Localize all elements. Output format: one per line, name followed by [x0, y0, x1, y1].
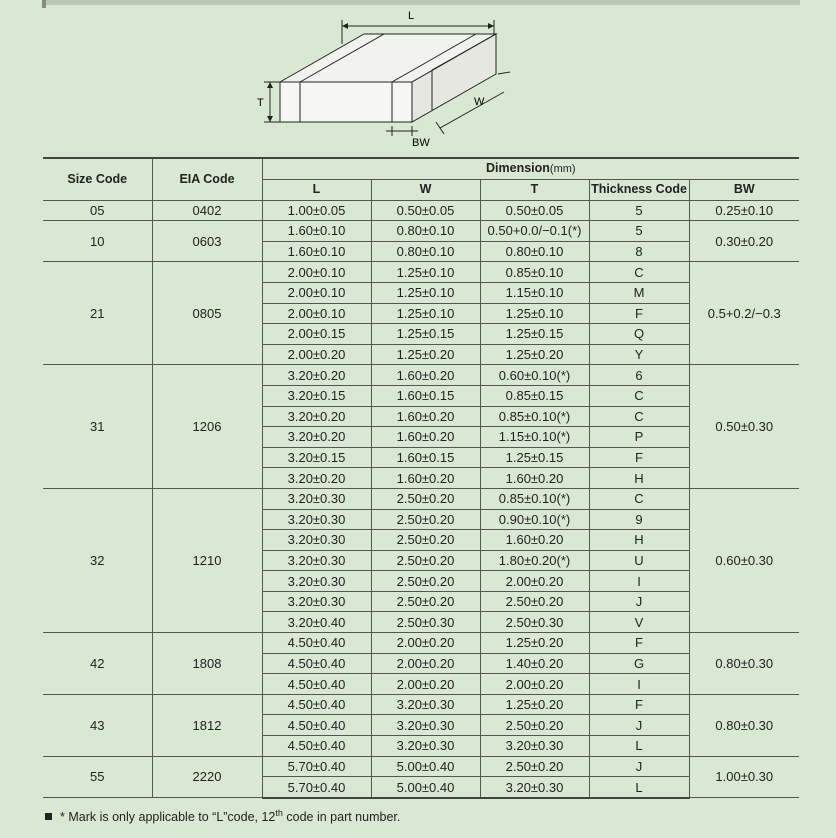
dim-w-cell: 5.00±0.40 — [371, 777, 480, 798]
size-code-cell: 55 — [43, 756, 152, 798]
label-bw: BW — [412, 137, 430, 149]
dim-t-cell: 2.00±0.20 — [480, 571, 589, 592]
dim-t-cell: 1.80±0.20(*) — [480, 550, 589, 571]
bw-cell: 0.5+0.2/−0.3 — [689, 262, 799, 365]
thickness-code-cell: J — [589, 715, 689, 736]
dim-l-cell: 2.00±0.20 — [262, 344, 371, 365]
header-l: L — [262, 180, 371, 201]
dim-w-cell: 1.25±0.10 — [371, 303, 480, 324]
top-rule-marker — [42, 0, 46, 8]
size-code-cell: 32 — [43, 488, 152, 632]
dim-w-cell: 1.25±0.15 — [371, 324, 480, 345]
dim-w-cell: 1.60±0.20 — [371, 365, 480, 386]
bw-cell: 0.80±0.30 — [689, 694, 799, 756]
dim-l-cell: 3.20±0.30 — [262, 488, 371, 509]
dim-t-cell: 1.15±0.10(*) — [480, 427, 589, 448]
dim-t-cell: 0.90±0.10(*) — [480, 509, 589, 530]
dim-w-cell: 2.50±0.30 — [371, 612, 480, 633]
bullet-square-icon — [45, 813, 52, 820]
header-size-code: Size Code — [43, 158, 152, 200]
dim-l-cell: 4.50±0.40 — [262, 674, 371, 695]
dimension-table-body — [43, 200, 799, 798]
dim-t-cell: 1.60±0.20 — [480, 530, 589, 551]
dim-w-cell: 2.50±0.20 — [371, 488, 480, 509]
thickness-code-cell: F — [589, 447, 689, 468]
thickness-code-cell: C — [589, 262, 689, 283]
dim-w-cell: 2.50±0.20 — [371, 571, 480, 592]
dim-t-cell: 0.50±0.05 — [480, 200, 589, 221]
dimension-table — [43, 157, 799, 799]
table-row — [43, 221, 799, 242]
thickness-code-cell: G — [589, 653, 689, 674]
thickness-code-cell: I — [589, 571, 689, 592]
dim-l-cell: 4.50±0.40 — [262, 653, 371, 674]
dim-l-cell: 3.20±0.30 — [262, 571, 371, 592]
dim-t-cell: 2.00±0.20 — [480, 674, 589, 695]
dim-t-cell: 0.85±0.10 — [480, 262, 589, 283]
dim-t-cell: 0.85±0.15 — [480, 385, 589, 406]
thickness-code-cell: M — [589, 282, 689, 303]
dim-w-cell: 1.60±0.15 — [371, 447, 480, 468]
dim-l-cell: 2.00±0.10 — [262, 262, 371, 283]
dim-w-cell: 1.60±0.15 — [371, 385, 480, 406]
thickness-code-cell: Y — [589, 344, 689, 365]
label-l: L — [408, 10, 415, 22]
thickness-code-cell: H — [589, 530, 689, 551]
dim-w-cell: 2.50±0.20 — [371, 591, 480, 612]
eia-code-cell: 1808 — [152, 633, 262, 695]
dim-t-cell: 0.85±0.10(*) — [480, 406, 589, 427]
dim-t-cell: 1.60±0.20 — [480, 468, 589, 489]
thickness-code-cell: P — [589, 427, 689, 448]
thickness-code-cell: F — [589, 633, 689, 654]
dim-l-cell: 3.20±0.30 — [262, 509, 371, 530]
dim-w-cell: 2.50±0.20 — [371, 509, 480, 530]
dim-l-cell: 4.50±0.40 — [262, 715, 371, 736]
eia-code-cell: 2220 — [152, 756, 262, 798]
bw-cell: 0.80±0.30 — [689, 633, 799, 695]
thickness-code-cell: L — [589, 736, 689, 757]
dim-l-cell: 3.20±0.30 — [262, 550, 371, 571]
thickness-code-cell: Q — [589, 324, 689, 345]
dim-w-cell: 3.20±0.30 — [371, 715, 480, 736]
dim-w-cell: 2.00±0.20 — [371, 653, 480, 674]
size-code-cell: 10 — [43, 221, 152, 262]
footnote-text: * Mark is only applicable to “L”code, 12 — [60, 810, 276, 825]
dim-w-cell: 3.20±0.30 — [371, 736, 480, 757]
eia-code-cell: 0603 — [152, 221, 262, 262]
thickness-code-cell: C — [589, 488, 689, 509]
dim-t-cell: 0.60±0.10(*) — [480, 365, 589, 386]
dim-w-cell: 5.00±0.40 — [371, 756, 480, 777]
dim-l-cell: 2.00±0.15 — [262, 324, 371, 345]
thickness-code-cell: 5 — [589, 200, 689, 221]
dim-t-cell: 2.50±0.20 — [480, 715, 589, 736]
dim-l-cell: 5.70±0.40 — [262, 777, 371, 798]
thickness-code-cell: V — [589, 612, 689, 633]
bw-cell: 0.30±0.20 — [689, 221, 799, 262]
dim-l-cell: 4.50±0.40 — [262, 736, 371, 757]
dim-l-cell: 3.20±0.15 — [262, 385, 371, 406]
dim-l-cell: 5.70±0.40 — [262, 756, 371, 777]
dim-l-cell: 1.60±0.10 — [262, 241, 371, 262]
dim-t-cell: 2.50±0.20 — [480, 591, 589, 612]
eia-code-cell: 0805 — [152, 262, 262, 365]
dim-w-cell: 2.00±0.20 — [371, 633, 480, 654]
dim-w-cell: 2.50±0.20 — [371, 530, 480, 551]
thickness-code-cell: F — [589, 694, 689, 715]
table-row — [43, 694, 799, 715]
dim-t-cell: 1.15±0.10 — [480, 282, 589, 303]
header-bw: BW — [689, 180, 799, 201]
chip-dimension-diagram — [240, 4, 540, 154]
thickness-code-cell: U — [589, 550, 689, 571]
thickness-code-cell: C — [589, 385, 689, 406]
thickness-code-cell: 6 — [589, 365, 689, 386]
dim-t-cell: 1.25±0.10 — [480, 303, 589, 324]
header-eia-code: EIA Code — [152, 158, 262, 200]
label-t: T — [257, 97, 264, 109]
dim-w-cell: 1.25±0.10 — [371, 282, 480, 303]
dim-t-cell: 1.40±0.20 — [480, 653, 589, 674]
dim-t-cell: 1.25±0.20 — [480, 633, 589, 654]
dim-t-cell: 3.20±0.30 — [480, 777, 589, 798]
dim-w-cell: 1.25±0.20 — [371, 344, 480, 365]
dim-t-cell: 0.50+0.0/−0.1(*) — [480, 221, 589, 242]
dim-w-cell: 0.80±0.10 — [371, 221, 480, 242]
table-row — [43, 488, 799, 509]
dim-l-cell: 3.20±0.20 — [262, 427, 371, 448]
dim-t-cell: 1.25±0.20 — [480, 344, 589, 365]
eia-code-cell: 1210 — [152, 488, 262, 632]
dim-w-cell: 1.60±0.20 — [371, 406, 480, 427]
dim-l-cell: 3.20±0.15 — [262, 447, 371, 468]
thickness-code-cell: C — [589, 406, 689, 427]
thickness-code-cell: H — [589, 468, 689, 489]
dim-l-cell: 3.20±0.30 — [262, 530, 371, 551]
header-t: T — [480, 180, 589, 201]
header-w: W — [371, 180, 480, 201]
table-row — [43, 200, 799, 221]
eia-code-cell: 1206 — [152, 365, 262, 489]
thickness-code-cell: 8 — [589, 241, 689, 262]
thickness-code-cell: 5 — [589, 221, 689, 242]
footnote-sup: th — [275, 808, 283, 818]
dim-t-cell: 1.25±0.15 — [480, 324, 589, 345]
eia-code-cell: 0402 — [152, 200, 262, 221]
dim-t-cell: 0.80±0.10 — [480, 241, 589, 262]
dim-w-cell: 1.25±0.10 — [371, 262, 480, 283]
size-code-cell: 43 — [43, 694, 152, 756]
footnote-suffix: code in part number. — [282, 810, 401, 825]
dim-w-cell: 3.20±0.30 — [371, 694, 480, 715]
size-code-cell: 21 — [43, 262, 152, 365]
dim-l-cell: 3.20±0.20 — [262, 406, 371, 427]
dim-l-cell: 3.20±0.20 — [262, 468, 371, 489]
dim-l-cell: 2.00±0.10 — [262, 282, 371, 303]
bw-cell: 1.00±0.30 — [689, 756, 799, 798]
thickness-code-cell: F — [589, 303, 689, 324]
thickness-code-cell: J — [589, 591, 689, 612]
size-code-cell: 31 — [43, 365, 152, 489]
dim-w-cell: 0.50±0.05 — [371, 200, 480, 221]
dim-t-cell: 0.85±0.10(*) — [480, 488, 589, 509]
thickness-code-cell: J — [589, 756, 689, 777]
thickness-code-cell: 9 — [589, 509, 689, 530]
size-code-cell: 42 — [43, 633, 152, 695]
dim-t-cell: 1.25±0.20 — [480, 694, 589, 715]
dim-t-cell: 2.50±0.20 — [480, 756, 589, 777]
dim-t-cell: 1.25±0.15 — [480, 447, 589, 468]
dim-l-cell: 1.00±0.05 — [262, 200, 371, 221]
dim-w-cell: 2.50±0.20 — [371, 550, 480, 571]
table-row — [43, 633, 799, 654]
header-dimension-unit: (mm) — [549, 163, 576, 175]
header-dimension — [262, 158, 799, 180]
footnote — [45, 808, 400, 824]
bw-cell: 0.60±0.30 — [689, 488, 799, 632]
dim-w-cell: 2.00±0.20 — [371, 674, 480, 695]
eia-code-cell: 1812 — [152, 694, 262, 756]
dim-w-cell: 0.80±0.10 — [371, 241, 480, 262]
dim-l-cell: 2.00±0.10 — [262, 303, 371, 324]
dim-w-cell: 1.60±0.20 — [371, 468, 480, 489]
table-row — [43, 262, 799, 283]
header-dimension-label: Dimension — [486, 161, 550, 175]
dim-t-cell: 2.50±0.30 — [480, 612, 589, 633]
bw-cell: 0.25±0.10 — [689, 200, 799, 221]
dim-l-cell: 1.60±0.10 — [262, 221, 371, 242]
dim-l-cell: 3.20±0.40 — [262, 612, 371, 633]
dim-l-cell: 3.20±0.20 — [262, 365, 371, 386]
dim-t-cell: 3.20±0.30 — [480, 736, 589, 757]
table-row — [43, 365, 799, 386]
table-row — [43, 756, 799, 777]
label-w: W — [474, 96, 485, 108]
bw-cell: 0.50±0.30 — [689, 365, 799, 489]
dim-l-cell: 4.50±0.40 — [262, 694, 371, 715]
dim-l-cell: 4.50±0.40 — [262, 633, 371, 654]
header-thickness-code: Thickness Code — [589, 180, 689, 201]
dim-w-cell: 1.60±0.20 — [371, 427, 480, 448]
thickness-code-cell: I — [589, 674, 689, 695]
size-code-cell: 05 — [43, 200, 152, 221]
dim-l-cell: 3.20±0.30 — [262, 591, 371, 612]
thickness-code-cell: L — [589, 777, 689, 798]
